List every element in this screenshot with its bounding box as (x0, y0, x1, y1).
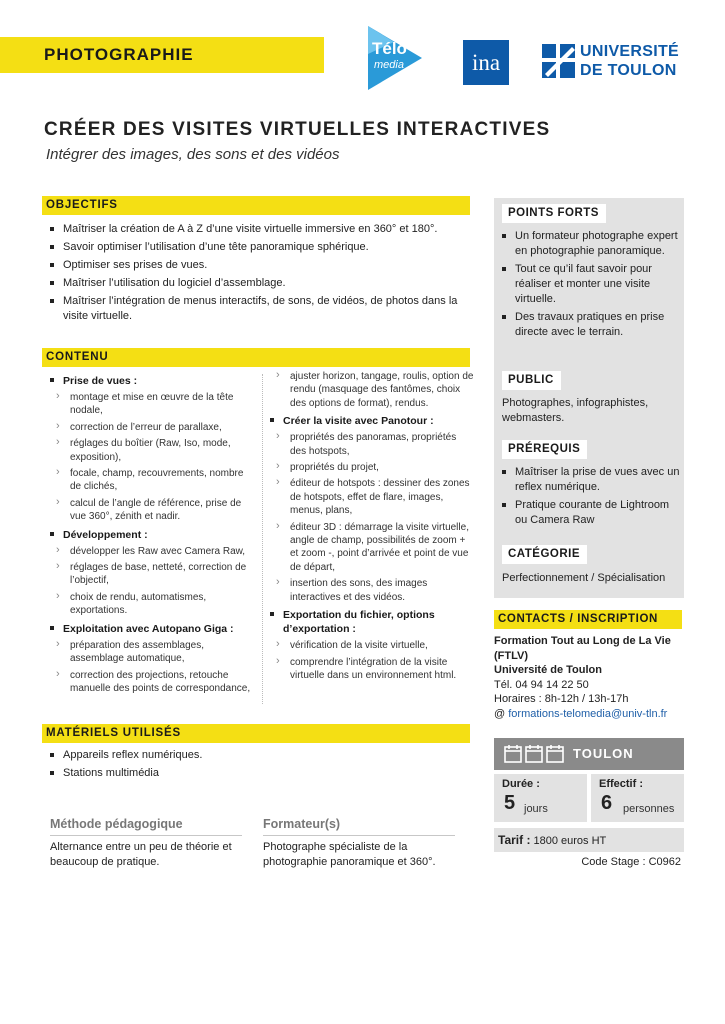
media-logo-text: media (374, 59, 404, 71)
list-item: Maîtriser la prise de vues avec un reflex numérique. (494, 465, 682, 495)
contacts-header (494, 610, 682, 629)
contact-phone: Tél. 04 94 14 22 50 (494, 678, 589, 691)
list-item: › correction de l’erreur de parallaxe, (42, 421, 254, 434)
ina-logo (463, 40, 509, 85)
list-item: Stations multimédia (42, 766, 470, 781)
list-item: Des travaux pratiques en prise directe avec le terrain. (494, 310, 682, 340)
prerequis-heading: PRÉREQUIS (502, 440, 587, 459)
public-heading: PUBLIC (502, 371, 561, 390)
duree-unit: jours (524, 803, 548, 815)
contenu-header (42, 348, 470, 367)
objectifs-title: OBJECTIFS (46, 199, 118, 211)
category-label: PHOTOGRAPHIE (44, 45, 194, 64)
contact-email-link[interactable]: formations-telomedia@univ-tln.fr (508, 707, 668, 720)
effectif-value: 6 (601, 792, 613, 814)
list-item: › éditeur de hotspots : dessiner des zones de hotspots, effet de flare, images, menus, plans, (262, 477, 474, 517)
objectifs-list (42, 222, 470, 327)
page-title: CRÉER DES VISITES VIRTUELLES INTERACTIVES (44, 119, 551, 140)
list-item: Un formateur photographe expert en photographie panoramique. (494, 229, 682, 259)
methode-text: Alternance entre un peu de théorie et beaucoup de pratique. (50, 841, 232, 868)
materiels-title: MATÉRIELS UTILISÉS (46, 727, 181, 739)
email-at-icon: @ (494, 707, 509, 720)
list-item: › éditeur 3D : démarrage la visite virtuelle, angle de champ, possibilités de zoom + et zoom -, point d’arrivée et point de vue de départ, (262, 521, 474, 575)
list-item: Tout ce qu’il faut savoir pour réaliser et monter une visite virtuelle. (494, 262, 682, 307)
list-item: › insertion des sons, des images interactives et des vidéos. (262, 577, 474, 604)
list-item: Appareils reflex numériques. (42, 748, 470, 763)
category-banner (0, 37, 324, 73)
effectif-label: Effectif : (599, 778, 643, 790)
formateur-divider (263, 835, 455, 836)
calendar-icon (504, 744, 566, 764)
contacts-title: CONTACTS / INSCRIPTION (498, 613, 658, 625)
methode-divider (50, 835, 242, 836)
list-item: › comprendre l’intégration de la visite virtuelle dans un environnement html. (262, 656, 474, 683)
categorie-heading: CATÉGORIE (502, 545, 587, 564)
list-item: › réglages du boîtier (Raw, Iso, mode, exposition), (42, 437, 254, 464)
ina-logo-text: ina (471, 50, 501, 75)
contenu-group-title: Créer la visite avec Panotour : (262, 414, 474, 428)
list-item: › correction des projections, retouche manuelle des points de correspondance, (42, 669, 254, 696)
page-subtitle: Intégrer des images, des sons et des vidéos (46, 146, 340, 163)
list-item: › ajuster horizon, tangage, roulis, option de rendu (masquage des fantômes, choix des options de format), rendus. (262, 370, 474, 410)
contenu-group-title: Développement : (42, 528, 254, 542)
objectifs-header (42, 196, 470, 215)
duree-label: Durée : (502, 778, 540, 790)
list-item: Pratique courante de Lightroom ou Camera Raw (494, 498, 682, 528)
materiels-header (42, 724, 470, 743)
contenu-group-title: Exportation du fichier, options d’exportation : (262, 608, 474, 636)
contenu-sublist (262, 370, 474, 410)
contenu-sublist (262, 639, 474, 682)
contenu-right-column (262, 370, 474, 686)
list-item: › préparation des assemblages, assemblage automatique, (42, 639, 254, 666)
effectif-box (591, 774, 684, 822)
contact-hours: Horaires : 8h-12h / 13h-17h (494, 693, 629, 705)
list-item: Maîtriser l’intégration de menus interactifs, de sons, de vidéos, de photos dans la visite virtuelle. (42, 294, 470, 324)
list-item: Maîtriser la création de A à Z d’une visite virtuelle immersive en 360° et 180°. (42, 222, 470, 237)
formateur-heading: Formateur(s) (263, 817, 341, 831)
universite-line1: UNIVERSITÉ (580, 43, 680, 60)
contenu-sublist (42, 391, 254, 524)
list-item: › choix de rendu, automatismes, exportations. (42, 591, 254, 618)
contenu-title: CONTENU (46, 351, 109, 363)
prerequis-list (494, 465, 682, 531)
list-item: › vérification de la visite virtuelle, (262, 639, 474, 652)
contenu-group-title: Prise de vues : (42, 374, 254, 388)
list-item: › focale, champ, recouvrements, nombre de clichés, (42, 467, 254, 494)
contenu-sublist (262, 431, 474, 604)
materiels-list (42, 748, 470, 784)
tarif-value: 1800 euros HT (530, 835, 607, 847)
universite-toulon-logo (542, 42, 682, 82)
methode-heading: Méthode pédagogique (50, 817, 183, 831)
telomedia-logo (360, 24, 424, 92)
contacts-block (494, 634, 684, 721)
list-item: › propriétés du projet, (262, 461, 474, 474)
session-location: TOULON (573, 746, 634, 761)
list-item: Savoir optimiser l’utilisation d’une tête panoramique sphérique. (42, 240, 470, 255)
list-item: Maîtriser l’utilisation du logiciel d’assemblage. (42, 276, 470, 291)
tarif-label: Tarif : (498, 833, 531, 847)
contact-org: Formation Tout au Long de La Vie (FTLV) (494, 635, 671, 662)
duree-box (494, 774, 587, 822)
points-forts-heading: POINTS FORTS (502, 204, 606, 223)
universite-mark-icon (542, 44, 575, 78)
formateur-text: Photographe spécialiste de la photographie panoramique et 360°. (263, 841, 436, 868)
list-item: › montage et mise en œuvre de la tête nodale, (42, 391, 254, 418)
effectif-unit: personnes (623, 803, 675, 815)
code-stage: Code Stage : C0962 (581, 856, 681, 868)
list-item: › calcul de l’angle de référence, prise de vue 360°, zénith et nadir. (42, 497, 254, 524)
categorie-text: Perfectionnement / Spécialisation (502, 572, 666, 584)
contact-email-line (494, 707, 684, 722)
universite-line2: DE TOULON (580, 62, 677, 79)
list-item: Optimiser ses prises de vues. (42, 258, 470, 273)
list-item: › réglages de base, netteté, correction de l’objectif, (42, 561, 254, 588)
list-item: › développer les Raw avec Camera Raw, (42, 545, 254, 558)
contenu-sublist (42, 545, 254, 618)
list-item: › propriétés des panoramas, propriétés des hotspots, (262, 431, 474, 458)
tarif-box (494, 828, 684, 852)
public-text: Photographes, infographistes, webmasters. (502, 397, 649, 424)
points-forts-list (494, 229, 682, 343)
contenu-sublist (42, 639, 254, 696)
duree-value: 5 (504, 792, 516, 814)
session-location-bar (494, 738, 684, 770)
contact-univ: Université de Toulon (494, 664, 602, 676)
telo-logo-text: Télo (372, 39, 407, 58)
contenu-left-column (42, 374, 254, 699)
contenu-group-title: Exploitation avec Autopano Giga : (42, 622, 254, 636)
